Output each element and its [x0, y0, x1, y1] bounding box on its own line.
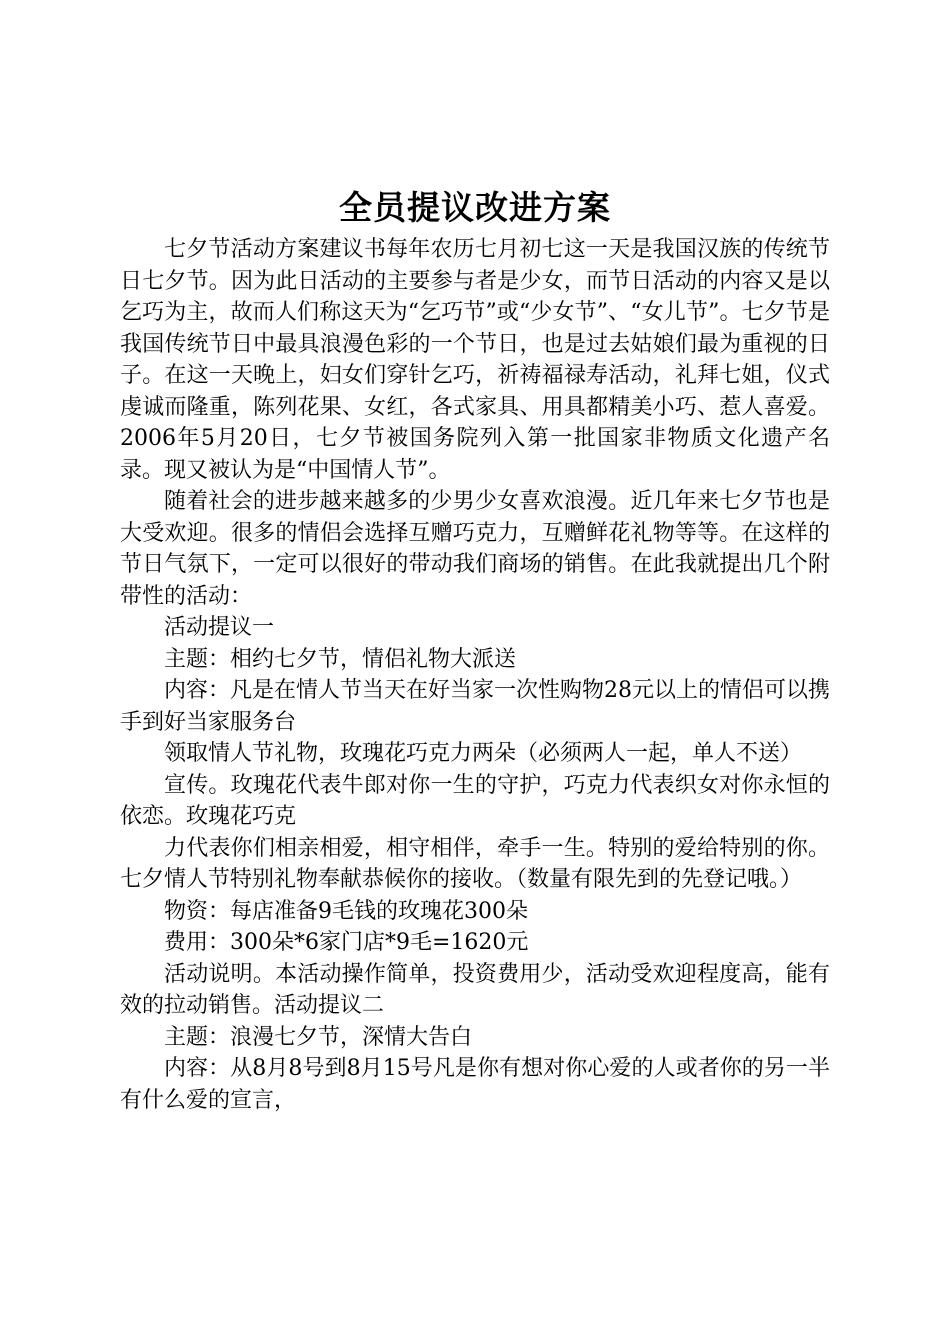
- paragraph: 领取情人节礼物，玫瑰花巧克力两朵（必须两人一起，单人不送）: [164, 741, 803, 766]
- paragraph: 宣传。玫瑰花代表牛郎对你一生的守护，巧克力代表织女对你永恒的依恋。玫瑰花巧克: [120, 772, 830, 829]
- paragraph: 力代表你们相亲相爱，相守相伴，牵手一生。特别的爱给特别的你。七夕情人节特别礼物奉献恭候你的接收。（数量有限先到的先登记哦。）: [120, 835, 830, 892]
- document-body: [120, 234, 830, 1116]
- paragraph: 费用：300朵*6家门店*9毛=1620元: [164, 930, 529, 955]
- paragraph: 随着社会的进步越来越多的少男少女喜欢浪漫。近几年来七夕节也是大受欢迎。很多的情侣会选择互赠巧克力，互赠鲜花礼物等等。在这样的节日气氛下，一定可以很好的带动我们商场的销售。在此我就提出几个附带性的活动：: [120, 489, 830, 609]
- paragraph: 七夕节活动方案建议书每年农历七月初七这一天是我国汉族的传统节日七夕节。因为此日活动的主要参与者是少女，而节日活动的内容又是以乞巧为主，故而人们称这天为“乞巧节”或“少女节”、“女儿节”。七夕节是我国传统节日中最具浪漫色彩的一个节日，也是过去姑娘们最为重视的日子。在这一天晚上，妇女们穿针乞巧，祈祷福禄寿活动，礼拜七姐，仪式虔诚而隆重，陈列花果、女红，各式家具、用具都精美小巧、惹人喜爱。2006年5月20日，七夕节被国务院列入第一批国家非物质文化遗产名录。现又被认为是“中国情人节”。: [120, 237, 830, 483]
- paragraph: 物资：每店准备9毛钱的玫瑰花300朵: [164, 898, 528, 924]
- paragraph: 内容：凡是在情人节当天在好当家一次性购物28元以上的情侣可以携手到好当家服务台: [120, 678, 830, 735]
- document-title: 全员提议改进方案: [339, 188, 611, 227]
- paragraph: 活动提议一: [164, 615, 275, 640]
- paragraph: 主题：浪漫七夕节，深情大告白: [164, 1024, 473, 1050]
- paragraph: 内容：从8月8号到8月15号凡是你有想对你心爱的人或者你的另一半有什么爱的宣言，: [120, 1056, 830, 1113]
- paragraph: 主题：相约七夕节，情侣礼物大派送: [164, 646, 517, 672]
- paragraph: 活动说明。本活动操作简单，投资费用少，活动受欢迎程度高，能有效的拉动销售。活动提议二: [120, 961, 830, 1018]
